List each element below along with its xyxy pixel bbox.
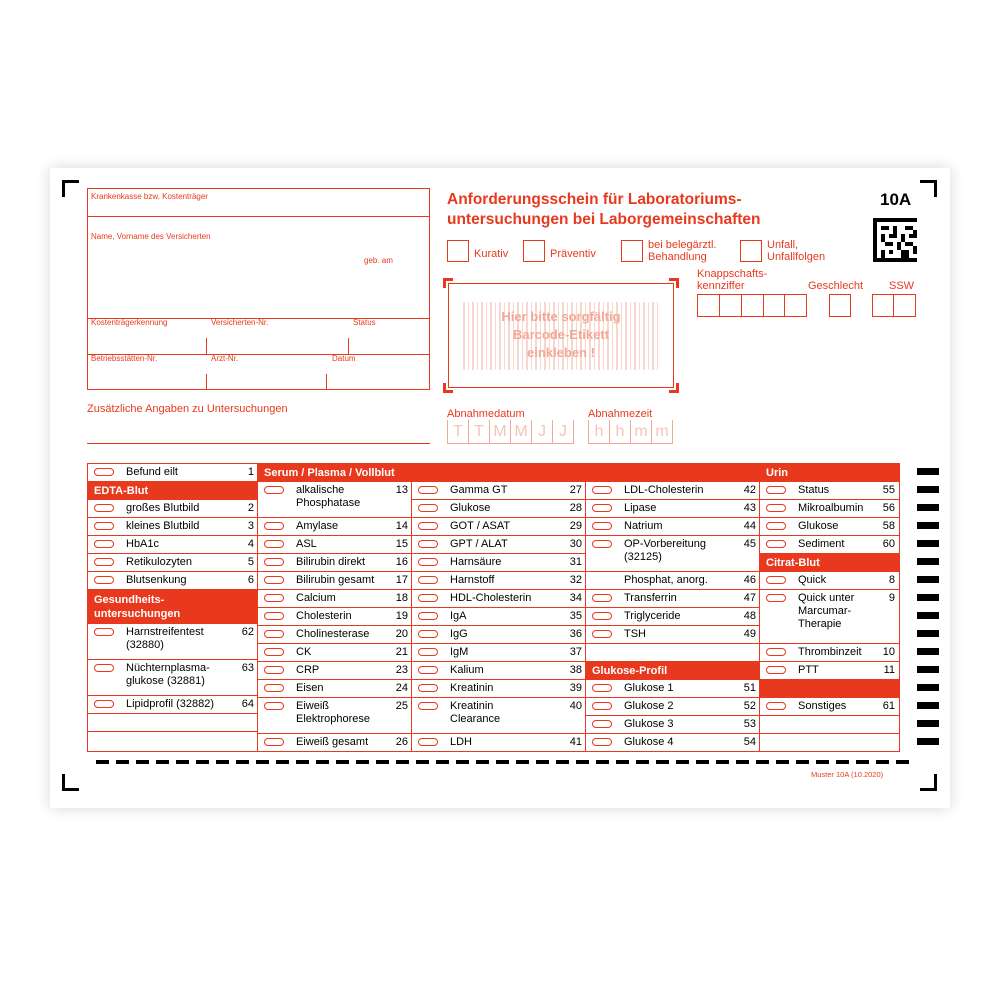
item-glukose-3[interactable]: Glukose 3 53 (586, 716, 760, 734)
item-natrium[interactable]: Natrium 44 (586, 518, 760, 536)
section-urin: Urin (760, 464, 899, 482)
item-igg[interactable]: IgG 36 (412, 626, 586, 644)
item-ck[interactable]: CK 21 (258, 644, 412, 662)
section-edta: EDTA-Blut (88, 482, 258, 500)
item-befund-eilt[interactable]: Befund eilt 1 (88, 464, 258, 482)
praeventiv-checkbox[interactable] (523, 240, 545, 262)
item-glukose-1[interactable]: Glukose 1 51 (586, 680, 760, 698)
unfall-checkbox[interactable] (740, 240, 762, 262)
knappschaft-field[interactable] (697, 294, 807, 317)
form-number: 10A (880, 190, 912, 209)
form-title: Anforderungsschein für Laboratoriums- untersuchungen bei Laborgemeinschaften (447, 191, 761, 228)
item-mikroalbumin[interactable]: Mikroalbumin 56 (760, 500, 899, 518)
item-cholesterin[interactable]: Cholesterin 19 (258, 608, 412, 626)
form-version: Muster 10A (10.2020) (811, 770, 884, 779)
item-bilirubin-gesamt[interactable]: Bilirubin gesamt 17 (258, 572, 412, 590)
item-ldl-cholesterin[interactable]: LDL-Cholesterin 42 (586, 482, 760, 500)
test-grid (87, 463, 900, 752)
item-transferrin[interactable]: Transferrin 47 (586, 590, 760, 608)
filled-separator (760, 680, 899, 698)
item-calcium[interactable]: Calcium 18 (258, 590, 412, 608)
lab-request-form (50, 168, 950, 808)
item-urin-status[interactable]: Status 55 (760, 482, 899, 500)
item-harnstoff[interactable]: Harnstoff 32 (412, 572, 586, 590)
item-harnstreifentest[interactable]: Harnstreifentest (32880) 62 (88, 624, 258, 660)
item-kreatinin-clearance[interactable]: Kreatinin Clearance 40 (412, 698, 586, 734)
empty-cell (88, 714, 258, 732)
item-asl[interactable]: ASL 15 (258, 536, 412, 554)
item-blutsenkung[interactable]: Blutsenkung 6 (88, 572, 258, 590)
item-bilirubin-direkt[interactable]: Bilirubin direkt 16 (258, 554, 412, 572)
item-iga[interactable]: IgA 35 (412, 608, 586, 626)
barcode-label-area[interactable] (443, 278, 679, 393)
unfall-label: Unfall, Unfallfolgen (767, 239, 826, 263)
section-serum: Serum / Plasma / Vollblut (258, 464, 759, 482)
item-retikulozyten[interactable]: Retikulozyten 5 (88, 554, 258, 572)
sonstiges-line[interactable] (760, 716, 899, 734)
datum-char: M (510, 420, 531, 444)
corner-mark-top-right (920, 180, 937, 197)
item-alkalische-phosphatase[interactable]: alkalische Phosphatase 13 (258, 482, 412, 518)
barcode-instruction: Hier bitte sorgfältig Barcode-Etikett einkleben ! (501, 309, 621, 360)
section-glukose-profil: Glukose-Profil (586, 662, 760, 680)
zeit-char: h (588, 420, 609, 444)
item-ptt[interactable]: PTT 11 (760, 662, 899, 680)
datum-char: T (447, 420, 468, 444)
kostentraeger-label: Krankenkasse bzw. Kostenträger (91, 192, 208, 201)
abnahmezeit-field[interactable] (588, 420, 678, 443)
item-glukose-4[interactable]: Glukose 4 54 (586, 734, 760, 752)
item-kalium[interactable]: Kalium 38 (412, 662, 586, 680)
item-kleines-blutbild[interactable]: kleines Blutbild 3 (88, 518, 258, 536)
datamatrix-code (873, 218, 917, 262)
datum-char: J (531, 420, 552, 444)
zeit-char: m (651, 420, 673, 444)
section-citrat: Citrat-Blut (760, 554, 899, 572)
abnahmezeit-label: Abnahmezeit (588, 408, 653, 420)
item-hdl-cholesterin[interactable]: HDL-Cholesterin 34 (412, 590, 586, 608)
arzt-nr-label: Arzt-Nr. (211, 354, 239, 363)
item-tsh[interactable]: TSH 49 (586, 626, 760, 644)
datum-char: M (489, 420, 510, 444)
betriebsstaetten-label: Betriebsstätten-Nr. (91, 354, 158, 363)
beleg-checkbox[interactable] (621, 240, 643, 262)
item-ldh[interactable]: LDH 41 (412, 734, 586, 752)
geschlecht-label: Geschlecht (808, 280, 864, 292)
kurativ-checkbox[interactable] (447, 240, 469, 262)
ssw-label: SSW (889, 280, 915, 292)
item-glukose-2[interactable]: Glukose 2 52 (586, 698, 760, 716)
item-glukose-serum[interactable]: Glukose 28 (412, 500, 586, 518)
item-quick[interactable]: Quick 8 (760, 572, 899, 590)
zeit-char: h (609, 420, 630, 444)
datum-char: T (468, 420, 489, 444)
item-thrombinzeit[interactable]: Thrombinzeit 10 (760, 644, 899, 662)
abnahmedatum-field[interactable] (447, 420, 579, 443)
datum-char: J (552, 420, 574, 444)
geb-label: geb. am (364, 256, 393, 265)
kostentraegerkennung-label: Kostenträgerkennung (91, 318, 168, 327)
name-label: Name, Vorname des Versicherten (91, 232, 211, 241)
item-cholinesterase[interactable]: Cholinesterase 20 (258, 626, 412, 644)
item-gpt-alat[interactable]: GPT / ALAT 30 (412, 536, 586, 554)
versicherten-nr-label: Versicherten-Nr. (211, 318, 269, 327)
kurativ-label: Kurativ (474, 248, 509, 260)
item-grosses-blutbild[interactable]: großes Blutbild 2 (88, 500, 258, 518)
zusatz-label: Zusätzliche Angaben zu Untersuchungen (87, 403, 288, 415)
item-harnsaeure[interactable]: Harnsäure 31 (412, 554, 586, 572)
item-hba1c[interactable]: HbA1c 4 (88, 536, 258, 554)
item-nuechternplasmaglukose[interactable]: Nüchternplasma- glukose (32881) 63 (88, 660, 258, 696)
zusatz-line[interactable] (87, 443, 430, 444)
corner-mark-top-left (62, 180, 79, 197)
section-gesundheit: Gesundheits- untersuchungen (88, 590, 258, 624)
item-crp[interactable]: CRP 23 (258, 662, 412, 680)
beleg-label: bei belegärztl. Behandlung (648, 239, 717, 263)
item-eiweiss-elektrophorese[interactable]: Eiweiß Elektrophorese 25 (258, 698, 412, 734)
item-urin-glukose[interactable]: Glukose 58 (760, 518, 899, 536)
item-phosphat[interactable]: Phosphat, anorg. 46 (586, 572, 760, 590)
item-quick-marcumar[interactable]: Quick unter Marcumar- Therapie 9 (760, 590, 899, 644)
datum-label: Datum (332, 354, 356, 363)
item-gamma-gt[interactable]: Gamma GT 27 (412, 482, 586, 500)
item-igm[interactable]: IgM 37 (412, 644, 586, 662)
knappschaft-label: Knappschafts- kennziffer (697, 268, 768, 292)
item-op-vorbereitung[interactable]: OP-Vorbereitung (32125) 45 (586, 536, 760, 572)
abnahmedatum-label: Abnahmedatum (447, 408, 525, 420)
item-eisen[interactable]: Eisen 24 (258, 680, 412, 698)
item-sonstiges[interactable]: Sonstiges 61 (760, 698, 899, 716)
item-eiweiss-gesamt[interactable]: Eiweiß gesamt 26 (258, 734, 412, 752)
item-sediment[interactable]: Sediment 60 (760, 536, 899, 554)
geschlecht-field[interactable] (829, 294, 851, 317)
item-got-asat[interactable]: GOT / ASAT 29 (412, 518, 586, 536)
item-triglyceride[interactable]: Triglyceride 48 (586, 608, 760, 626)
corner-mark-bottom-left (62, 774, 79, 791)
item-kreatinin[interactable]: Kreatinin 39 (412, 680, 586, 698)
zeit-char: m (630, 420, 651, 444)
item-lipase[interactable]: Lipase 43 (586, 500, 760, 518)
praeventiv-label: Präventiv (550, 248, 596, 260)
item-amylase[interactable]: Amylase 14 (258, 518, 412, 536)
item-lipidprofil[interactable]: Lipidprofil (32882) 64 (88, 696, 258, 714)
status-label: Status (353, 318, 376, 327)
ssw-field[interactable] (872, 294, 916, 317)
corner-mark-bottom-right (920, 774, 937, 791)
empty-cell (586, 644, 760, 662)
